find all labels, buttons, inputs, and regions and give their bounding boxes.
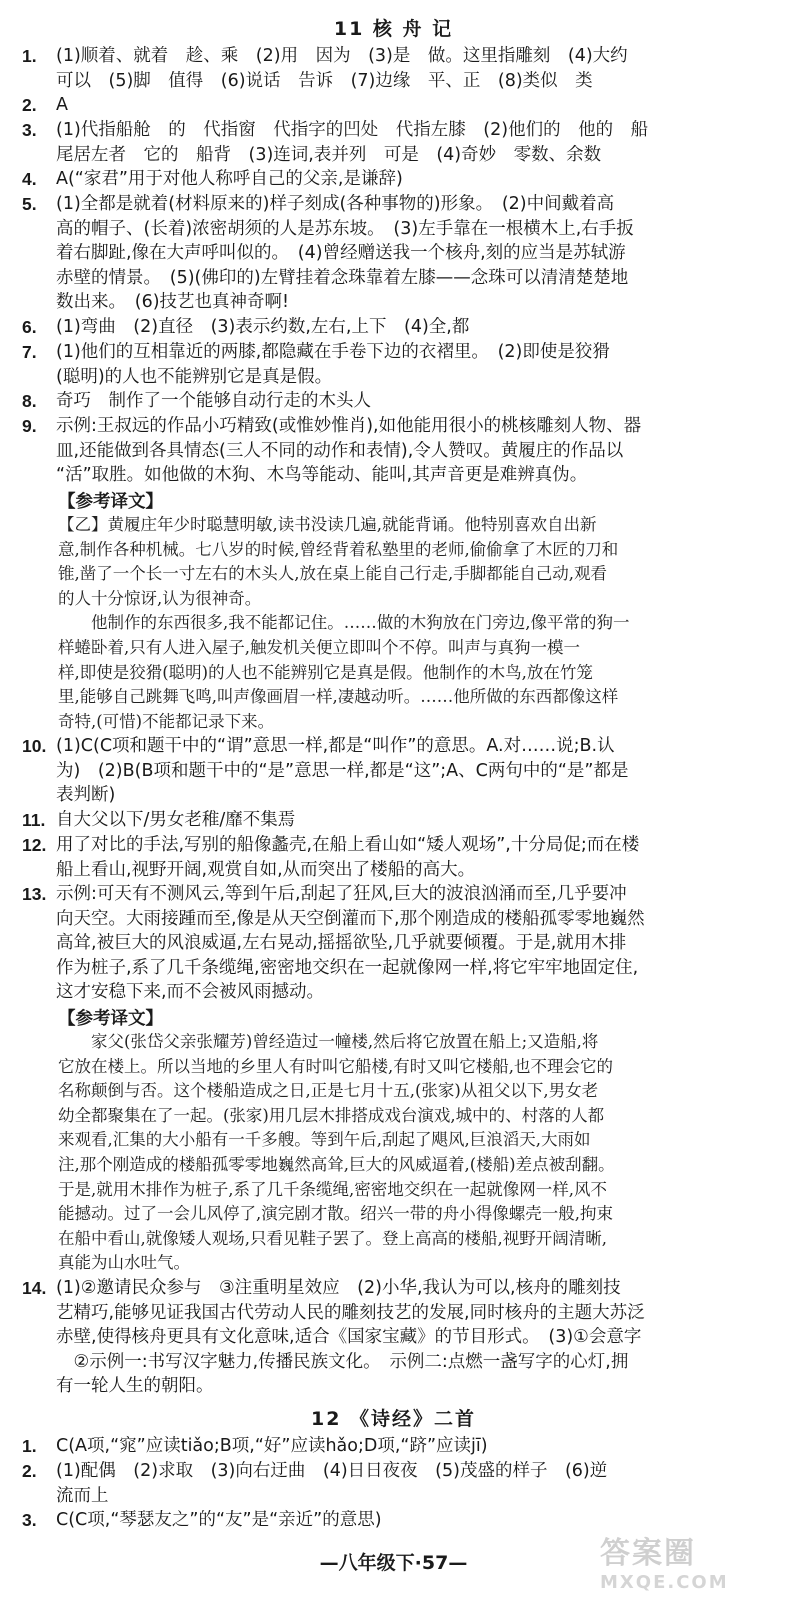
translation-line: 它放在楼上。所以当地的乡里人有时叫它船楼,有时又叫它楼船,也不理会它的 [58,1056,613,1076]
translation-line: 样,即使是狡猾(聪明)的人也不能辨别它是真是假。他制作的木鸟,放在竹笼 [58,662,593,682]
watermark-logo-text: 答案圈 [600,1536,696,1571]
item-number: 10. [22,736,47,756]
item-line: 赤壁的情景。 (5)(佛印的)左臂挂着念珠靠着左膝——念珠可以清清楚楚地 [56,267,629,288]
item-line: 示例:王叔远的作品小巧精致(或惟妙惟肖),如他能用很小的桃核雕刻人物、器 [56,416,642,436]
item-text [56,315,762,340]
answer-item [22,192,762,315]
item-text [56,192,762,315]
item-line: 数出来。 (6)技艺也真神奇啊! [56,292,290,313]
reference-translation-heading: 【参考译文】 [58,1009,163,1029]
watermark-logo [600,1528,770,1593]
item-number: 12. [22,835,47,855]
item-number: 11. [22,810,46,830]
item-number: 1. [22,46,37,66]
item-line: 流而上 [56,1485,109,1506]
item-line: (聪明)的人也不能辨别它是真是假。 [56,366,333,387]
answer-item [22,414,762,488]
item-line: 表判断) [56,785,116,806]
item-text [56,93,762,118]
item-text [56,414,762,488]
translation-line: 于是,就用木排作为桩子,系了几千条缆绳,密密地交织在一起就像网一样,风不 [58,1179,607,1199]
item-text [56,808,762,833]
translation-line: 名称颠倒与否。这个楼船造成之日,正是七月十五,(张家)从祖父以下,男女老 [58,1081,599,1101]
translation-line: 【乙】黄履庄年少时聪慧明敏,读书没读几遍,就能背诵。他特别喜欢自出新 [58,515,597,534]
translation-line: 里,能够自己跳舞飞鸣,叫声像画眉一样,凄越动听。……他所做的东西都像这样 [58,687,619,707]
translation-line: 幼全都聚集在了一起。(张家)用几层木排搭成戏台演戏,城中的、村落的人都 [58,1105,605,1125]
item-line: “活”取胜。如他做的木狗、木鸟等能动、能叫,其声音更是难辨真伪。 [56,465,588,486]
item-number: 5. [22,194,37,214]
translation-line: 样蜷卧着,只有人进入屋子,触发机关便立即叫个不停。叫声与真狗一模一 [58,637,580,657]
section-title-11: 11 核 舟 记 [333,18,454,40]
answer-item [22,833,762,882]
item-number: 13. [22,884,47,904]
item-line: 用了对比的手法,写别的船像蠡壳,在船上看山如“矮人观场”,十分局促;而在楼 [56,835,640,855]
answer-item [22,315,762,340]
item-line: 高耸,被巨大的风浪威逼,左右晃动,摇摇欲坠,几乎就要倾覆。于是,就用木排 [56,933,627,954]
item-line: 尾居左者 它的 船背 (3)连词,表并列 可是 (4)奇妙 零数、余数 [56,144,602,165]
translation-line: 他制作的东西很多,我不能都记住。……做的木狗放在门旁边,像平常的狗一 [58,613,630,633]
item-number: 14. [22,1278,47,1298]
watermark-url: MXQE.COM [600,1572,729,1593]
reference-translation-1 [58,513,760,734]
item-text [56,44,762,93]
item-line: 为) (2)B(B项和题干中的“是”意思一样,都是“这”;A、C两句中的“是”都是 [56,760,629,781]
item-line: (1)配偶 (2)求取 (3)向右迂曲 (4)日日夜夜 (5)茂盛的样子 (6)逆 [56,1461,608,1481]
page-number: —八年级下·57— [319,1552,468,1574]
item-line: 有一轮人生的朝阳。 [56,1376,214,1397]
answer-item [22,1276,762,1399]
item-line: (1)顺着、就着 趁、乘 (2)用 因为 (3)是 做。这里指雕刻 (4)大约 [56,46,628,66]
item-line: A(“家君”用于对他人称呼自己的父亲,是谦辞) [56,169,403,189]
item-number: 2. [22,95,37,115]
item-text [56,389,762,414]
item-number: 3. [22,120,37,140]
item-line: 奇巧 制作了一个能够自动行走的木头人 [56,391,371,411]
item-line: 艺精巧,能够见证我国古代劳动人民的雕刻技艺的发展,同时核舟的主题大苏泛 [56,1302,645,1323]
item-text [56,340,762,389]
reference-translation-heading: 【参考译文】 [58,492,163,512]
item-number: 7. [22,342,37,362]
item-text [56,1276,762,1399]
translation-line: 注,那个刚造成的楼船孤零零地巍然高耸,巨大的风威逼着,(楼船)差点被刮翻。 [58,1154,615,1174]
item-text [56,734,762,808]
answer-item [22,93,762,118]
item-line: (1)②邀请民众参与 ③注重明星效应 (2)小华,我认为可以,核舟的雕刻技 [56,1278,621,1298]
item-line: 皿,还能做到各具情态(三人不同的动作和表情),令人赞叹。黄履庄的作品以 [56,440,624,461]
reference-translation-2 [58,1030,760,1276]
item-text [56,1434,762,1459]
answer-item [22,808,762,833]
item-number: 6. [22,317,37,337]
translation-line: 锥,凿了一个长一寸左右的木头人,放在桌上能自己行走,手脚都能自己动,观看 [58,564,607,584]
item-number: 8. [22,391,37,411]
item-line: A [56,95,68,115]
item-line: 这才安稳下来,而不会被风雨撼动。 [56,982,325,1003]
item-text [56,1459,762,1508]
translation-line: 真能为山水吐气。 [58,1253,190,1273]
answer-item [22,167,762,192]
item-line: C(A项,“窕”应读tiǎo;B项,“好”应读hǎo;D项,“跻”应读jī) [56,1436,488,1456]
item-text [56,118,762,167]
item-number: 2. [22,1461,37,1481]
item-line: 赤壁,使得核舟更具有文化意味,适合《国家宝藏》的节目形式。 (3)①会意字 [56,1327,642,1348]
item-line: 向天空。大雨接踵而至,像是从天空倒灌而下,那个刚造成的楼船孤零零地巍然 [56,908,645,929]
answer-item [22,1434,762,1459]
answer-item [22,882,762,1005]
item-line: (1)他们的互相靠近的两膝,都隐藏在手卷下边的衣褶里。 (2)即使是狡猾 [56,342,610,362]
item-line: (1)代指船舱 的 代指窗 代指字的凹处 代指左膝 (2)他们的 他的 船 [56,120,649,140]
item-line: C(C项,“琴瑟友之”的“友”是“亲近”的意思) [56,1510,382,1530]
answer-item [22,1459,762,1508]
item-number: 1. [22,1436,37,1456]
item-line: 着右脚趾,像在大声呼叫似的。 (4)曾经赠送我一个核舟,刻的应当是苏轼游 [56,243,626,264]
item-line: 船上看山,视野开阔,观赏自如,从而突出了楼船的高大。 [56,859,476,880]
item-line: 示例:可天有不测风云,等到午后,刮起了狂风,巨大的波浪汹涌而至,几乎要冲 [56,884,627,904]
answer-item [22,389,762,414]
section-title-12: 12 《诗经》二首 [310,1408,477,1430]
item-number: 4. [22,169,37,189]
item-text [56,882,762,1005]
item-line: 可以 (5)脚 值得 (6)说话 告诉 (7)边缘 平、正 (8)类似 类 [56,70,593,91]
answer-item [22,734,762,808]
translation-line: 奇特,(可惜)不能都记录下来。 [58,711,275,731]
item-line: (1)全都是就着(材料原来的)样子刻成(各种事物的)形象。 (2)中间戴着高 [56,194,615,214]
translation-line: 来观看,汇集的大小船有一千多艘。等到午后,刮起了飓风,巨浪滔天,大雨如 [58,1130,591,1150]
item-line: 作为桩子,系了几千条缆绳,密密地交织在一起就像网一样,将它牢牢地固定住, [56,957,639,978]
translation-line: 意,制作各种机械。七八岁的时候,曾经背着私塾里的老师,偷偷拿了木匠的刀和 [58,539,619,559]
translation-line: 在船中看山,就像矮人观场,只看见鞋子罢了。登上高高的楼船,视野开阔清晰, [58,1228,607,1248]
item-line: 自大父以下/男女老稚/靡不集焉 [56,810,296,830]
item-number: 9. [22,416,37,436]
translation-line: 能撼动。过了一会儿风停了,演完剧才散。绍兴一带的舟小得像螺壳一般,拘束 [58,1204,613,1224]
item-line: (1)弯曲 (2)直径 (3)表示约数,左右,上下 (4)全,都 [56,317,470,337]
item-line: (1)C(C项和题干中的“谓”意思一样,都是“叫作”的意思。A.对……说;B.认 [56,736,615,756]
translation-line: 家父(张岱父亲张耀芳)曾经造过一幢楼,然后将它放置在船上;又造船,将 [58,1032,599,1051]
item-text [56,167,762,192]
answer-item [22,340,762,389]
translation-line: 的人十分惊讶,认为很神奇。 [58,588,262,608]
item-number: 3. [22,1510,37,1530]
answer-item [22,44,762,93]
item-line: 高的帽子、(长着)浓密胡须的人是苏东坡。 (3)左手靠在一根横木上,右手扳 [56,218,634,239]
item-line: ②示例一:书写汉字魅力,传播民族文化。 示例二:点燃一盏写字的心灯,拥 [56,1351,629,1372]
item-text [56,833,762,882]
answer-item [22,118,762,167]
